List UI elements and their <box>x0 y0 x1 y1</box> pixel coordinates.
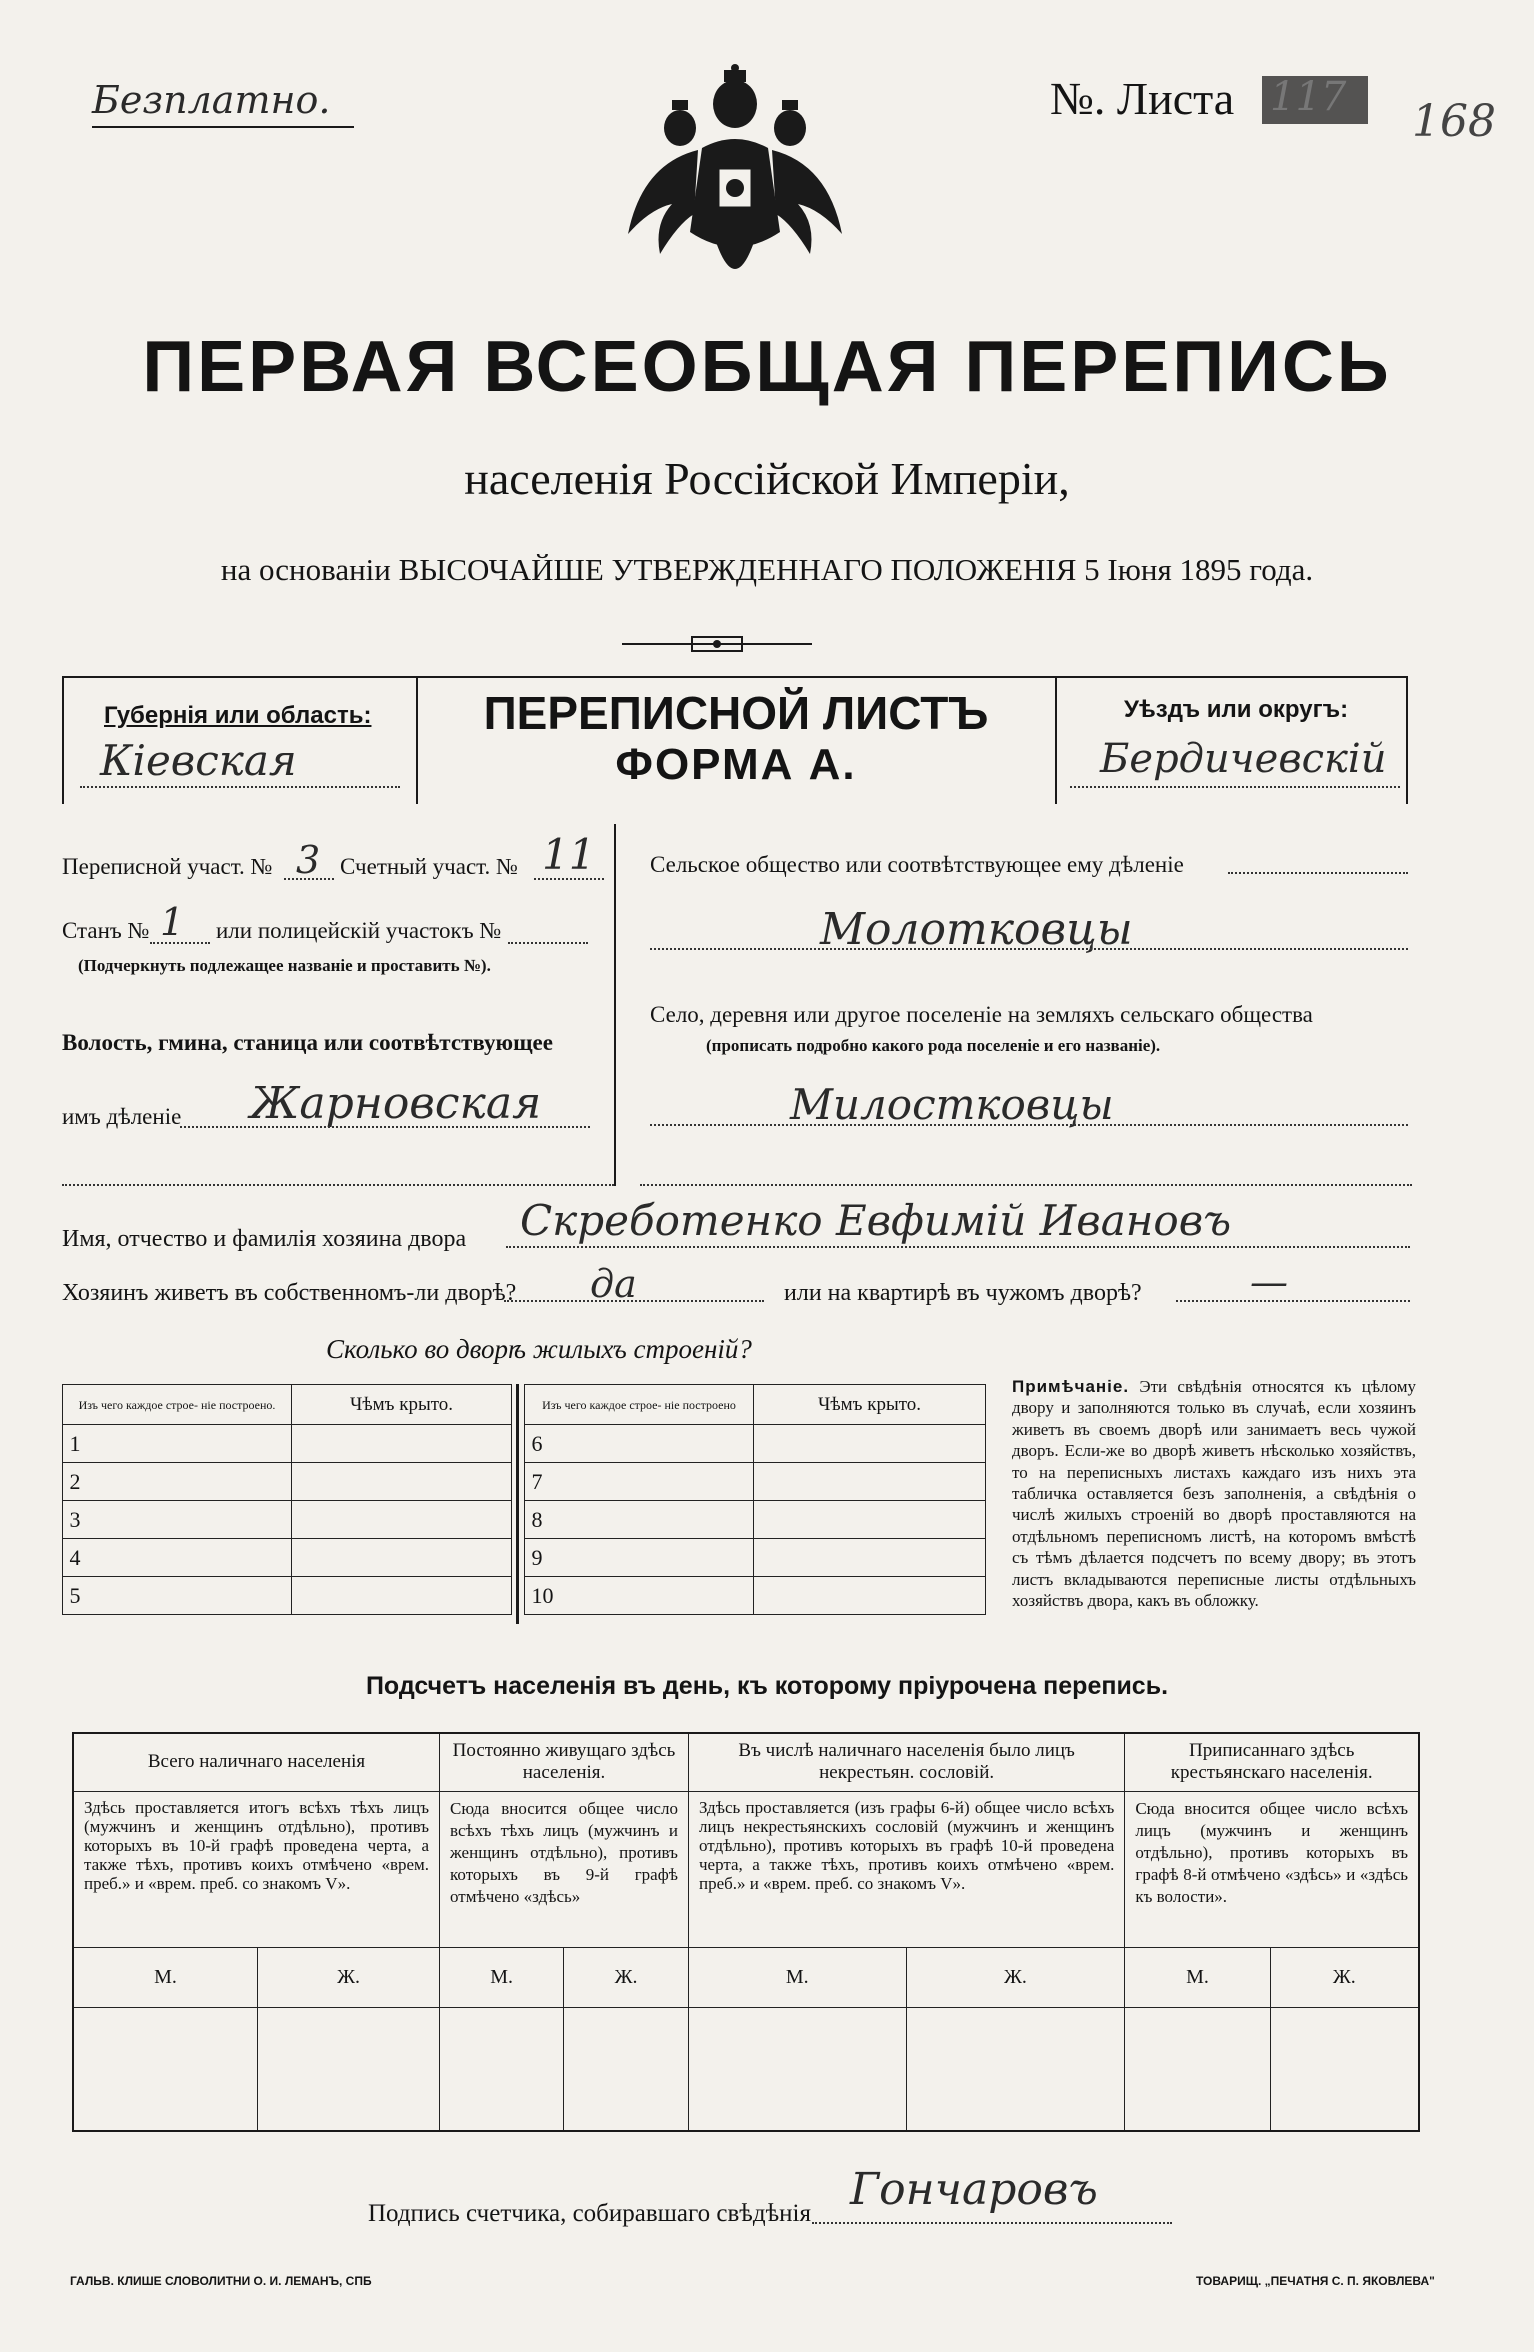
count-cell <box>73 2007 258 2131</box>
material-header-2: Изъ чего каждое строе- ніе построено <box>525 1385 754 1425</box>
table-cell <box>292 1463 512 1501</box>
stan-note: (Подчеркнуть подлежащее названіе и проставить №). <box>78 956 491 975</box>
table-row <box>525 1463 754 1501</box>
m-header: М. <box>440 1947 564 2007</box>
count-cell <box>1125 2007 1270 2131</box>
count-cell <box>564 2007 689 2131</box>
material-header: Изъ чего каждое строе- ніе построено. <box>63 1385 292 1425</box>
row-number: 2 <box>69 1468 81 1494</box>
owner-name-dotted-line <box>506 1246 1410 1248</box>
table-cell <box>754 1501 986 1539</box>
own-yard-value: да <box>590 1262 637 1306</box>
count-cell <box>440 2007 564 2131</box>
volost-label-2: имъ дѣленіе <box>62 1104 182 1129</box>
row-number: 8 <box>531 1506 543 1532</box>
m-header: М. <box>688 1947 906 2007</box>
sheet-number-handwritten: 168 <box>1412 96 1496 147</box>
table-cell <box>754 1577 986 1615</box>
row-number: 10 <box>531 1582 554 1608</box>
table-cell <box>292 1501 512 1539</box>
volost-label: Волость, гмина, станица или соотвѣтствующее <box>62 1030 553 1055</box>
rent-value: — <box>1250 1260 1288 1304</box>
free-label: Безплатно. <box>92 78 331 122</box>
count-cell <box>688 2007 906 2131</box>
volost-value: Жарновская <box>250 1078 542 1129</box>
volost-dotted-line <box>180 1126 590 1128</box>
census-subtitle: населенія Россійской Имперіи, <box>464 453 1070 504</box>
zh-header: Ж. <box>258 1947 440 2007</box>
row-number: 7 <box>531 1468 543 1494</box>
table-row <box>63 1425 292 1463</box>
gubernia-value: Кіевская <box>100 736 297 785</box>
schetny-value: 11 <box>542 830 596 879</box>
col-total-head: Всего наличнаго населенія <box>73 1733 440 1791</box>
note-head: Примѣчаніе. <box>1012 1377 1130 1396</box>
table-row <box>63 1463 292 1501</box>
zh-header: Ж. <box>564 1947 689 2007</box>
population-count-table <box>72 1732 1420 2132</box>
table-cell <box>754 1425 986 1463</box>
table-cell <box>754 1539 986 1577</box>
left-block-bottom-line <box>62 1184 614 1186</box>
own-yard-dotted-line <box>504 1300 764 1302</box>
row-number: 3 <box>69 1506 81 1532</box>
printer-left: ГАЛЬВ. КЛИШЕ СЛОВОЛИТНИ О. И. ЛЕМАНЪ, СПБ <box>70 2274 372 2288</box>
note-text: Эти свѣдѣнія относятся къ цѣлому двору и заполняются только въ случаѣ, если хозяинъ живетъ въ своемъ дворѣ или занимаетъ весь чужой дворъ. Если-же во дворѣ живетъ нѣсколько хозяйствъ, то на переписныхъ листахъ каждаго изъ нихъ эта табличка оставляется безъ заполненія, а свѣдѣнія о числѣ жилыхъ строеній во дворѣ проставляются на отдѣльномъ переписномъ листѣ, на которомъ вмѣстѣ съ тѣмъ дѣлается подсчетъ по всему двору; въ этотъ листъ вкладываются переписные листы отдѣльныхъ хозяйствъ двора, какъ въ обложку. <box>1012 1377 1416 1611</box>
decorative-divider <box>622 634 812 654</box>
row-number: 1 <box>69 1430 81 1456</box>
schetny-label: Счетный участ. № <box>340 854 518 879</box>
form-header-divider-right <box>1055 676 1057 804</box>
selo-value: Милостковцы <box>790 1080 1114 1129</box>
buildings-table-right <box>524 1384 986 1615</box>
obshchestvo-value: Молотковцы <box>820 904 1133 955</box>
table-cell <box>292 1577 512 1615</box>
count-cell <box>258 2007 440 2131</box>
count-title: Подсчетъ населенія въ день, къ которому пріурочена перепись. <box>365 1672 1169 1700</box>
zh-header: Ж. <box>1270 1947 1419 2007</box>
schetny-dotted-line <box>534 878 604 880</box>
buildings-table-double-rule <box>516 1384 519 1624</box>
uezd-value: Бердичевскій <box>1100 736 1387 782</box>
owner-name-value: Скреботенко Евфимій Ивановъ <box>520 1196 1232 1245</box>
table-row <box>525 1539 754 1577</box>
col-peasant-text: Сюда вносится общее число всѣхъ лицъ (мужчинъ и женщинъ отдѣльно), противъ которыхъ въ графѣ 8-й отмѣчено «здѣсь» и «здѣсь къ волости». <box>1125 1791 1419 1947</box>
table-cell <box>292 1539 512 1577</box>
uchastok-label: Переписной участ. № <box>62 854 273 879</box>
form-name: ФОРМА А. <box>615 740 857 789</box>
table-cell <box>292 1425 512 1463</box>
police-label: или полицейскій участокъ № <box>216 918 502 943</box>
col-resident-text: Сюда вносится общее число всѣхъ тѣхъ лицъ (мужчинъ и женщинъ отдѣльно), противъ которыхъ въ 9-й графѣ отмѣчено «здѣсь» <box>440 1791 689 1947</box>
own-yard-label: Хозяинъ живетъ въ собственномъ-ли дворѣ? <box>62 1280 517 1306</box>
table-row <box>63 1501 292 1539</box>
buildings-question: Сколько во дворѣ жилыхъ строеній? <box>326 1334 752 1364</box>
stan-label: Станъ № <box>62 918 150 943</box>
table-row <box>63 1539 292 1577</box>
col-nonpeasant-text: Здѣсь проставляется (изъ графы 6-й) общее число всѣхъ лицъ некрестьянскихъ сословій (мужчинъ и женщинъ отдѣльно), противъ которыхъ въ графѣ 10-й проведена черта, а также тѣхъ, противъ коихъ отмѣчено «врем. преб.» и «врем. преб. со знакомъ V». <box>688 1791 1124 1947</box>
rent-dotted-line <box>1176 1300 1410 1302</box>
col-peasant-head: Приписаннаго здѣсь крестьянскаго населенія. <box>1125 1733 1419 1791</box>
table-row <box>525 1425 754 1463</box>
table-row <box>63 1577 292 1615</box>
col-resident-head: Постоянно живущаго здѣсь населенія. <box>440 1733 689 1791</box>
col-total-text: Здѣсь проставляется итогъ всѣхъ тѣхъ лицъ (мужчинъ и женщинъ отдѣльно), противъ которыхъ въ 10-й графѣ проведена черта, а также тѣхъ, противъ коихъ отмѣчено «врем. преб.» и «врем. преб. со знакомъ V». <box>73 1791 440 1947</box>
roof-header: Чѣмъ крыто. <box>292 1385 512 1425</box>
stan-value: 1 <box>160 900 185 944</box>
m-header: М. <box>1125 1947 1270 2007</box>
form-header-right-border <box>1406 676 1408 804</box>
buildings-table-left <box>62 1384 512 1615</box>
form-header-left-border <box>62 676 64 804</box>
signature-label: Подпись счетчика, собиравшаго свѣдѣнія <box>368 2200 811 2227</box>
printer-right: ТОВАРИЩ. „ПЕЧАТНЯ С. П. ЯКОВЛЕВА" <box>1196 2274 1435 2288</box>
sheet-title: ПЕРЕПИСНОЙ ЛИСТЪ <box>483 687 989 739</box>
uezd-label: Уѣздъ или округъ: <box>1124 696 1349 723</box>
uchastok-dotted-line <box>284 878 334 880</box>
uezd-dotted-line <box>1070 786 1400 788</box>
count-cell <box>906 2007 1125 2131</box>
row-number: 9 <box>531 1544 543 1570</box>
free-underline <box>92 126 354 128</box>
census-basis: на основаніи ВЫСОЧАЙШЕ УТВЕРЖДЕННАГО ПОЛОЖЕНІЯ 5 Іюня 1895 года. <box>220 552 1314 587</box>
selo-dotted-line <box>650 1124 1408 1126</box>
stan-dotted-line <box>150 942 210 944</box>
rent-label: или на квартирѣ въ чужомъ дворѣ? <box>784 1280 1142 1306</box>
col-nonpeasant-head: Въ числѣ наличнаго населенія было лицъ некрестьян. сословій. <box>688 1733 1124 1791</box>
obshchestvo-dotted-line-2 <box>650 948 1408 950</box>
roof-header-2: Чѣмъ крыто. <box>754 1385 986 1425</box>
selo-label: Село, деревня или другое поселеніе на земляхъ сельскаго общества <box>650 1002 1313 1027</box>
right-block-bottom-line <box>640 1184 1412 1186</box>
buildings-note <box>1012 1376 1416 1611</box>
gubernia-label: Губернія или область: <box>104 702 372 729</box>
signature-value: Гончаровъ <box>850 2164 1098 2215</box>
m-header: М. <box>73 1947 258 2007</box>
selo-note: (прописать подробно какого рода поселеніе и его названіе). <box>706 1036 1161 1055</box>
obshchestvo-dotted-line-1 <box>1228 872 1408 874</box>
uchastok-value: 3 <box>296 838 321 882</box>
location-block-divider <box>614 824 616 1186</box>
row-number: 5 <box>69 1582 81 1608</box>
signature-dotted-line <box>812 2222 1172 2224</box>
count-cell <box>1270 2007 1419 2131</box>
table-row <box>525 1577 754 1615</box>
obshchestvo-label: Сельское общество или соотвѣтствующее ему дѣленіе <box>650 852 1184 877</box>
owner-name-label: Имя, отчество и фамилія хозяина двора <box>62 1226 467 1252</box>
gubernia-dotted-line <box>80 786 400 788</box>
police-dotted-line <box>508 942 588 944</box>
row-number: 4 <box>69 1544 81 1570</box>
row-number: 6 <box>531 1430 543 1456</box>
double-headed-eagle-emblem <box>620 64 850 296</box>
census-title: ПЕРВАЯ ВСЕОБЩАЯ ПЕРЕПИСЬ <box>142 327 1392 407</box>
sheet-number-struck: 117 <box>1270 74 1347 120</box>
zh-header: Ж. <box>906 1947 1125 2007</box>
table-cell <box>754 1463 986 1501</box>
table-row <box>525 1501 754 1539</box>
sheet-number-label: №. Листа <box>1050 73 1235 124</box>
